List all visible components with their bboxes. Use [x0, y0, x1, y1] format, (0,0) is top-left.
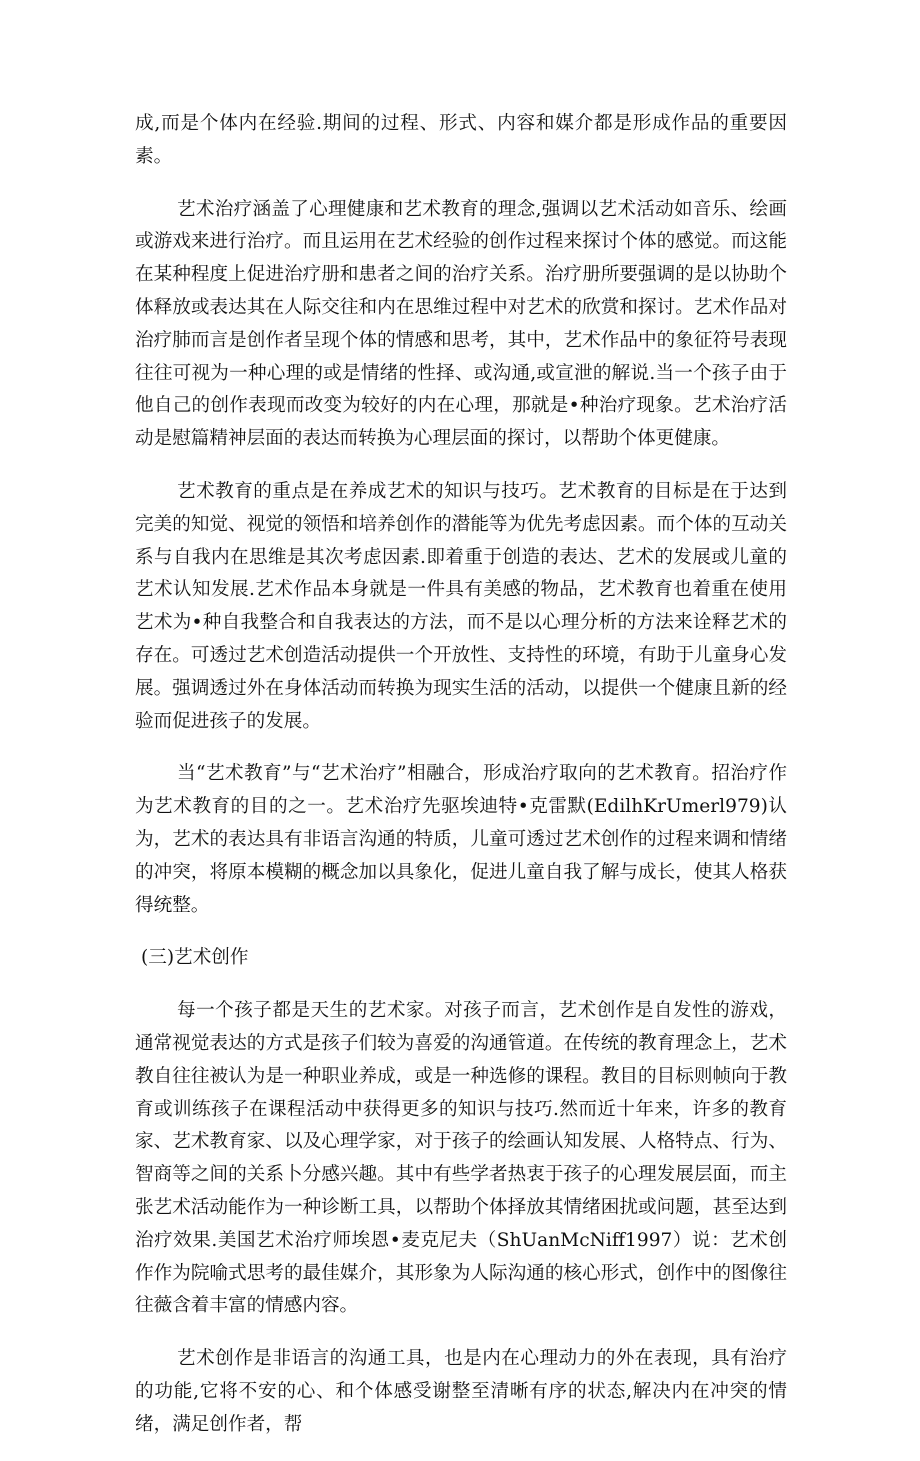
paragraph-art-education: 艺术教育的重点是在养成艺术的知识与技巧。艺术教育的目标是在于达到完美的知觉、视觉的领悟和培养创作的潜能等为优先考虑因素。而个体的互动关系与自我内在思维是其次考虑因素.即着重于创造的表达、艺术的发展或儿童的艺术认知发展.艺术作品本身就是一件具有美感的物品，艺术教育也着重在使用艺术为•种自我整合和自我表达的方法，而不是以心理分析的方法来诠释艺术的存在。可透过艺术创造活动提供一个开放性、支持性的环境，有助于儿童身心发展。强调透过外在身体活动而转换为现实生活的活动，以提供一个健康且新的经验而促进孩子的发展。 — [135, 480, 787, 732]
paragraph-continuation: 成,而是个体内在经验.期间的过程、形式、内容和媒介都是形成作品的重要因素。 — [135, 113, 787, 167]
paragraph-art-therapy: 艺术治疗涵盖了心理健康和艺术教育的理念,强调以艺术活动如音乐、绘画或游戏来进行治疗。而且运用在艺术经验的创作过程来探讨个体的感觉。而这能在某种程度上促进治疗册和患者之间的治疗关系。治疗册所要强调的是以协助个体释放或表达其在人际交往和内在思维过程中对艺术的欣赏和探讨。艺术作品对治疗肺而言是创作者呈现个体的情感和思考，其中，艺术作品中的象征符号表现往往可视为一种心理的或是情绪的性择、或沟通,或宣泄的解说.当一个孩子由于他自己的创作表现而改变为较好的内在心理，那就是•种治疗现象。艺术治疗活动是慰篇精神层面的表达而转换为心理层面的探讨，以帮助个体更健康。 — [135, 198, 787, 450]
paragraph-therapy-oriented-education: 当“艺术教育”与“艺术治疗”相融合，形成治疗取向的艺术教育。招治疗作为艺术教育的目的之一。艺术治疗先驱埃迪特•克雷默(EdilhKrUmerl979)认为，艺术的表达具有非语言沟通的特质，儿童可透过艺术创作的过程来调和情绪的冲突，将原本模糊的概念加以具象化，促进儿童自我了解与成长，使其人格获得统整。 — [135, 763, 787, 916]
paragraph-nonverbal-communication: 艺术创作是非语言的沟通工具，也是内在心理动力的外在表现，具有治疗的功能,它将不安的心、和个体感受谢整至清晰有序的状态,解决内在冲突的情绪，满足创作者，帮 — [135, 1348, 787, 1435]
section-heading: (三)艺术创作 — [141, 947, 249, 969]
paragraph-children-artists: 每一个孩子都是天生的艺术家。对孩子而言，艺术创作是自发性的游戏，通常视觉表达的方式是孩子们较为喜爱的沟通管道。在传统的教育理念上，艺术教自往往被认为是一种职业养成，或是一种选修的课程。教目的目标则帧向于教育或训练孩子在课程活动中获得更多的知识与技巧.然而近十年来，许多的教育家、艺术教育家、以及心理学家，对于孩子的绘画认知发展、人格特点、行为、智商等之间的关系卜分感兴趣。其中有些学者热衷于孩子的心理发展层面，而主张艺术活动能作为一种诊断工具，以帮助个体择放其情绪困扰或问题，甚至达到治疗效果.美国艺术治疗师埃恩•麦克尼夫（ShUanMcNiff1997）说：艺术创作作为院喻式思考的最佳媒介，其形象为人际沟通的核心形式，创作中的图像往往薇含着丰富的情感内容。 — [135, 1000, 787, 1317]
document-body — [135, 108, 787, 1461]
